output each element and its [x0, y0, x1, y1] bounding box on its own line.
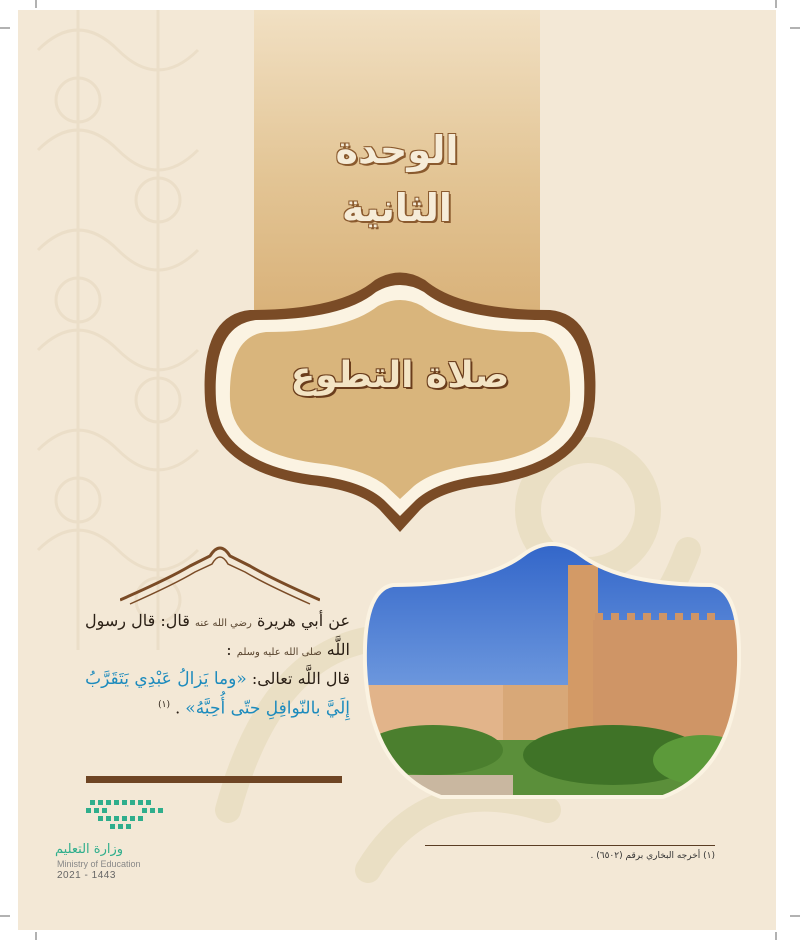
footnote-ref: (١) — [158, 700, 171, 710]
lesson-title: صلاة التطوع — [290, 355, 510, 396]
footnote: (١) أخرجه البخاري برقم (٦٥٠٢) . — [590, 851, 715, 861]
footnote-separator — [425, 845, 715, 846]
edition-year: 2021 - 1443 — [57, 870, 116, 881]
divider-bar — [86, 776, 342, 783]
unit-label: الوحدة — [335, 128, 459, 172]
ministry-name-arabic: وزارة التعليم — [55, 842, 124, 857]
arch-decoration — [120, 538, 320, 608]
hadith-text — [60, 608, 350, 721]
mosque-photo — [363, 535, 741, 805]
hadith-intro: عن أبي هريرة — [256, 611, 350, 630]
hadith-quote: «وما يَزالُ عَبْدِي يَتَقَرَّبُ إِلَيَّ بالنّوافِلِ حتّى أُحِبَّهُ» — [85, 669, 350, 719]
unit-number: الثانية — [342, 186, 452, 230]
honorific-symbol: رضي الله عنه — [194, 618, 252, 629]
ministry-logo — [82, 794, 172, 840]
unit-banner — [254, 10, 540, 310]
hadith-prefix: قال اللَّه تعالى: — [251, 669, 350, 688]
hadith-colon: : — [226, 640, 232, 659]
ministry-name-english: Ministry of Education — [57, 859, 141, 869]
title-frame — [190, 270, 610, 540]
honorific-symbol: صلى الله عليه وسلم — [236, 647, 322, 658]
hadith-intro-cont: قال: قال رسول اللَّه — [85, 611, 350, 659]
hadith-end: . — [175, 698, 181, 718]
